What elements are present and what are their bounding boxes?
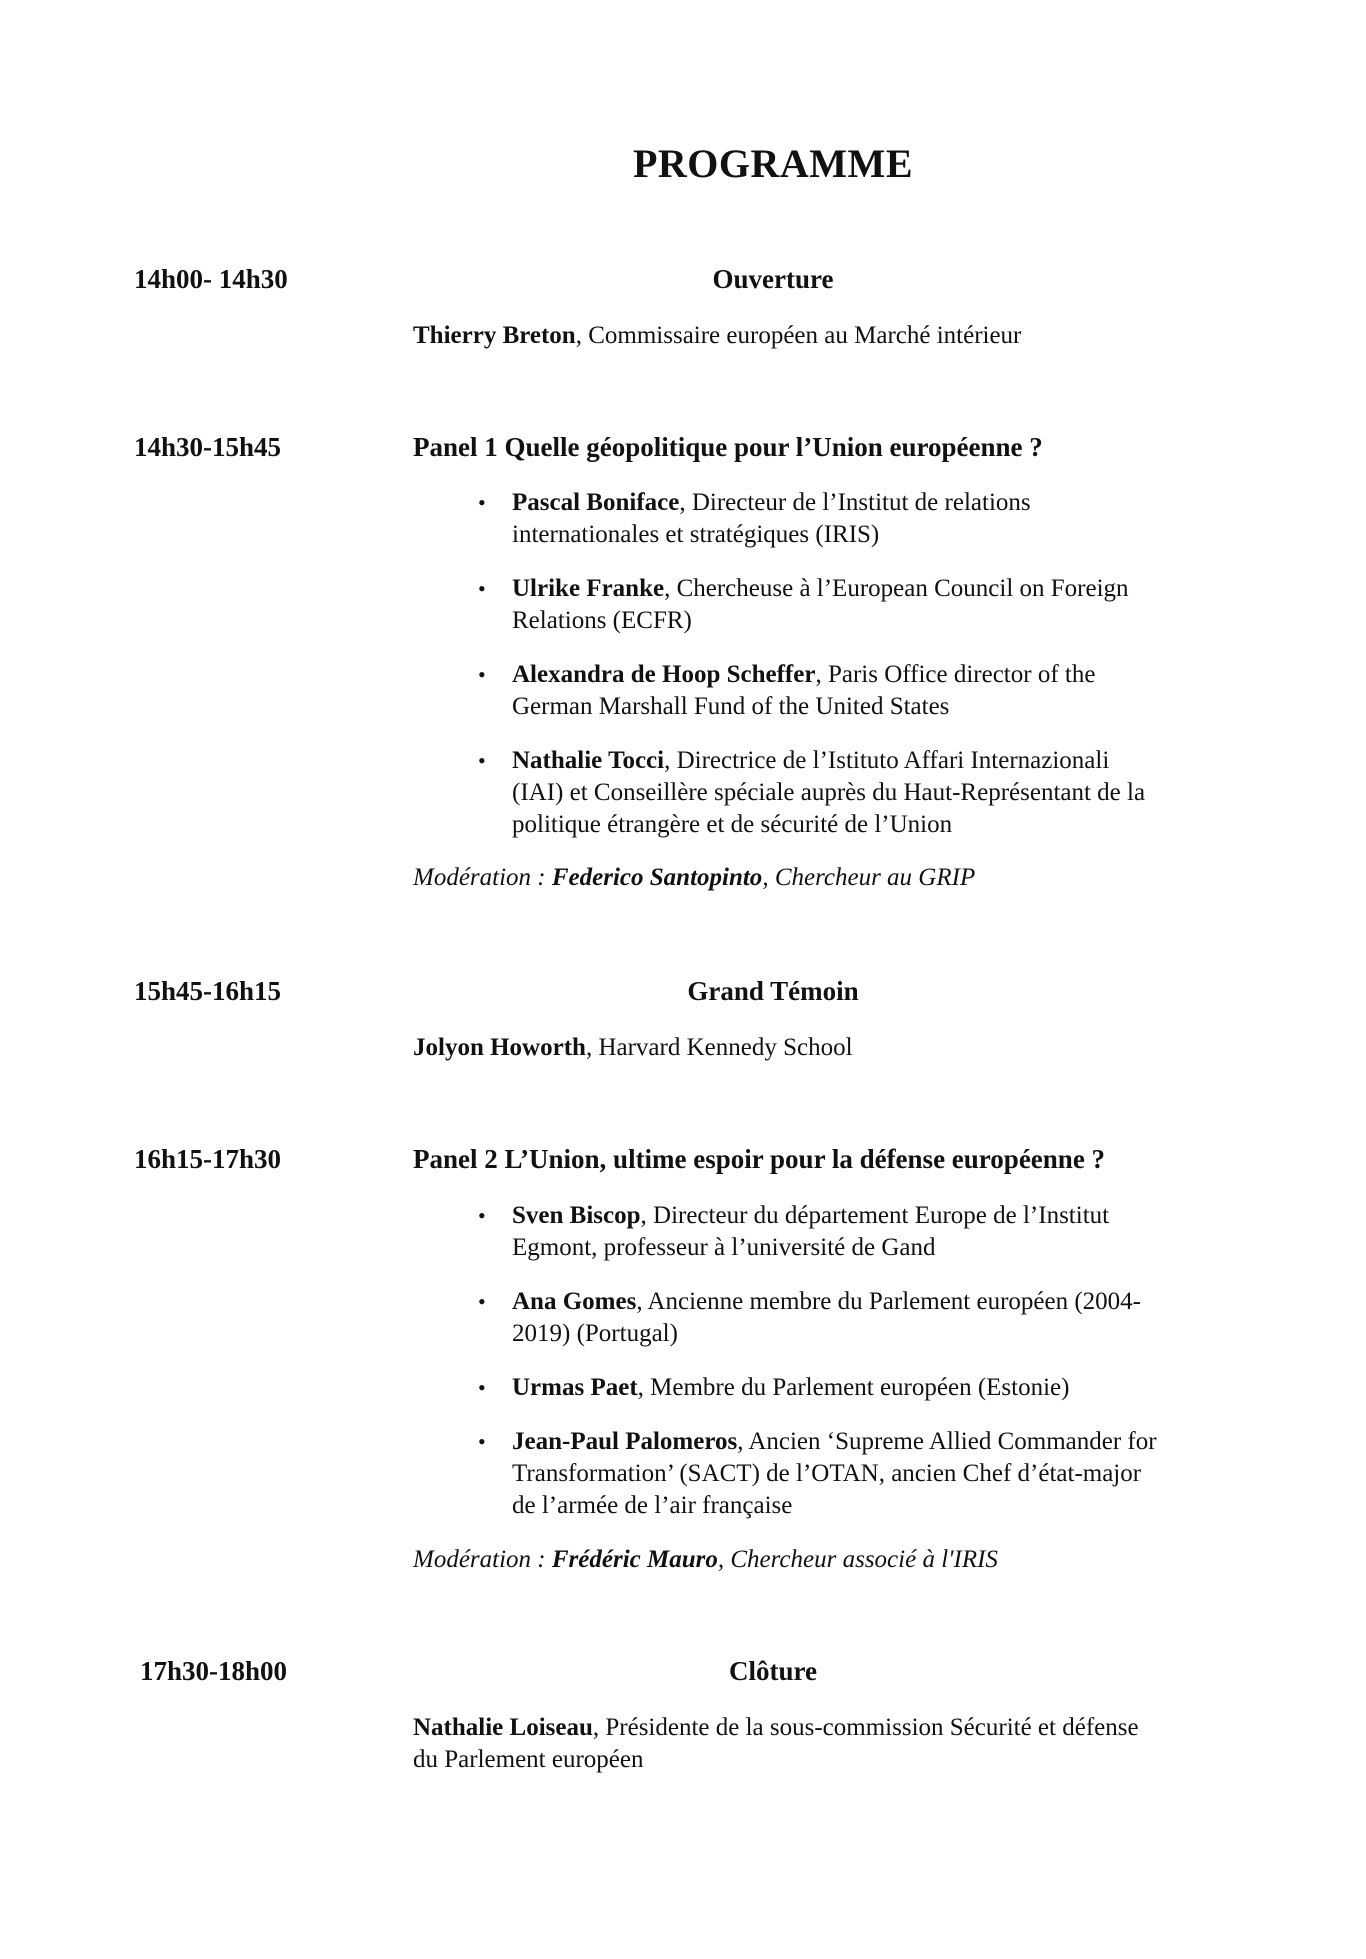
speaker-line [413, 320, 1253, 352]
moderator-name: Federico Santopinto [551, 864, 763, 891]
speaker-line [413, 1032, 1253, 1064]
speaker-desc: , Membre du Parlement européen (Estonie) [637, 1374, 1070, 1401]
section-title: Panel 2 L’Union, ultime espoir pour la défense européenne ? [413, 1144, 1106, 1174]
speaker-desc: , Ancien ‘Supreme Allied Commander for [737, 1428, 1157, 1455]
speaker-desc: , Ancienne membre du Parlement européen (2004- [636, 1288, 1141, 1315]
speaker-desc: , Chercheuse à l’European Council on Foreign [664, 575, 1129, 602]
time-slot: 15h45-16h15 [134, 976, 282, 1006]
moderation-line [413, 1546, 998, 1574]
bullet-icon: • [478, 1203, 486, 1228]
time-slot: 14h30-15h45 [134, 432, 282, 462]
time-slot: 17h30-18h00 [140, 1656, 288, 1686]
speaker-name: Urmas Paet [512, 1374, 638, 1401]
bullet-icon: • [478, 1429, 486, 1454]
speaker-desc: , Paris Office director of the [815, 661, 1096, 688]
speaker-name: Ulrike Franke [512, 575, 665, 602]
moderation-label: Modération : [413, 864, 552, 891]
list-item [512, 487, 1252, 551]
speaker-desc: , Directeur du département Europe de l’Institut [640, 1202, 1110, 1229]
moderation-label: Modération : [413, 1546, 552, 1573]
list-item [512, 659, 1252, 723]
bullet-icon: • [478, 576, 486, 601]
speaker-name: Nathalie Tocci [512, 747, 665, 774]
speaker-desc-cont: Relations (ECFR) [512, 607, 692, 634]
speaker-desc-cont: Egmont, professeur à l’université de Gand [512, 1234, 936, 1261]
time-slot: 16h15-17h30 [134, 1144, 282, 1174]
speaker-desc-cont: politique étrangère et de sécurité de l’Union [512, 811, 953, 838]
speaker-name: Sven Biscop [512, 1202, 641, 1229]
speaker-name: Thierry Breton [413, 322, 576, 349]
list-item [512, 573, 1252, 637]
speaker-name: Pascal Boniface [512, 489, 680, 516]
list-item [512, 1200, 1252, 1264]
section-title: Grand Témoin [687, 976, 859, 1006]
moderator-desc: , Chercheur associé à l'IRIS [717, 1546, 998, 1573]
bullet-icon: • [478, 1289, 486, 1314]
section-title: Panel 1 Quelle géopolitique pour l’Union européenne ? [413, 432, 1043, 462]
list-item [512, 745, 1252, 841]
list-item [512, 1426, 1252, 1522]
bullet-icon: • [478, 748, 486, 773]
speaker-desc-cont: internationales et stratégiques (IRIS) [512, 521, 880, 548]
list-item [512, 1372, 1252, 1404]
list-item [512, 1286, 1252, 1350]
speaker-name: Nathalie Loiseau [413, 1714, 593, 1741]
speaker-desc: , Présidente de la sous-commission Sécurité et défense [592, 1714, 1139, 1741]
speaker-name: Jolyon Howorth [413, 1034, 586, 1061]
speaker-desc-cont: de l’armée de l’air française [512, 1492, 793, 1519]
moderation-line [413, 864, 975, 892]
speaker-desc-cont: German Marshall Fund of the United States [512, 693, 950, 720]
speaker-line [413, 1712, 1253, 1776]
bullet-icon: • [478, 490, 486, 515]
speaker-name: Jean-Paul Palomeros [512, 1428, 738, 1455]
speaker-desc-cont: du Parlement européen [413, 1746, 644, 1773]
speaker-desc-cont: 2019) (Portugal) [512, 1320, 678, 1347]
speaker-name: Alexandra de Hoop Scheffer [512, 661, 816, 688]
speaker-name: Ana Gomes [512, 1288, 637, 1315]
speaker-desc-cont: Transformation’ (SACT) de l’OTAN, ancien Chef d’état-major [512, 1460, 1142, 1487]
speaker-desc: , Directeur de l’Institut de relations [679, 489, 1031, 516]
speaker-desc: , Harvard Kennedy School [585, 1034, 853, 1061]
time-slot: 14h00- 14h30 [134, 264, 288, 294]
section-title: Ouverture [712, 264, 834, 294]
moderator-name: Frédéric Mauro [551, 1546, 718, 1573]
moderator-desc: , Chercheur au GRIP [762, 864, 976, 891]
bullet-icon: • [478, 1375, 486, 1400]
speaker-desc: , Directrice de l’Istituto Affari Internazionali [664, 747, 1110, 774]
section-title: Clôture [729, 1656, 817, 1686]
speaker-desc: , Commissaire européen au Marché intérieur [575, 322, 1022, 349]
page-title: PROGRAMME [632, 141, 913, 186]
speaker-desc-cont: (IAI) et Conseillère spéciale auprès du Haut-Représentant de la [512, 779, 1146, 806]
bullet-icon: • [478, 662, 486, 687]
